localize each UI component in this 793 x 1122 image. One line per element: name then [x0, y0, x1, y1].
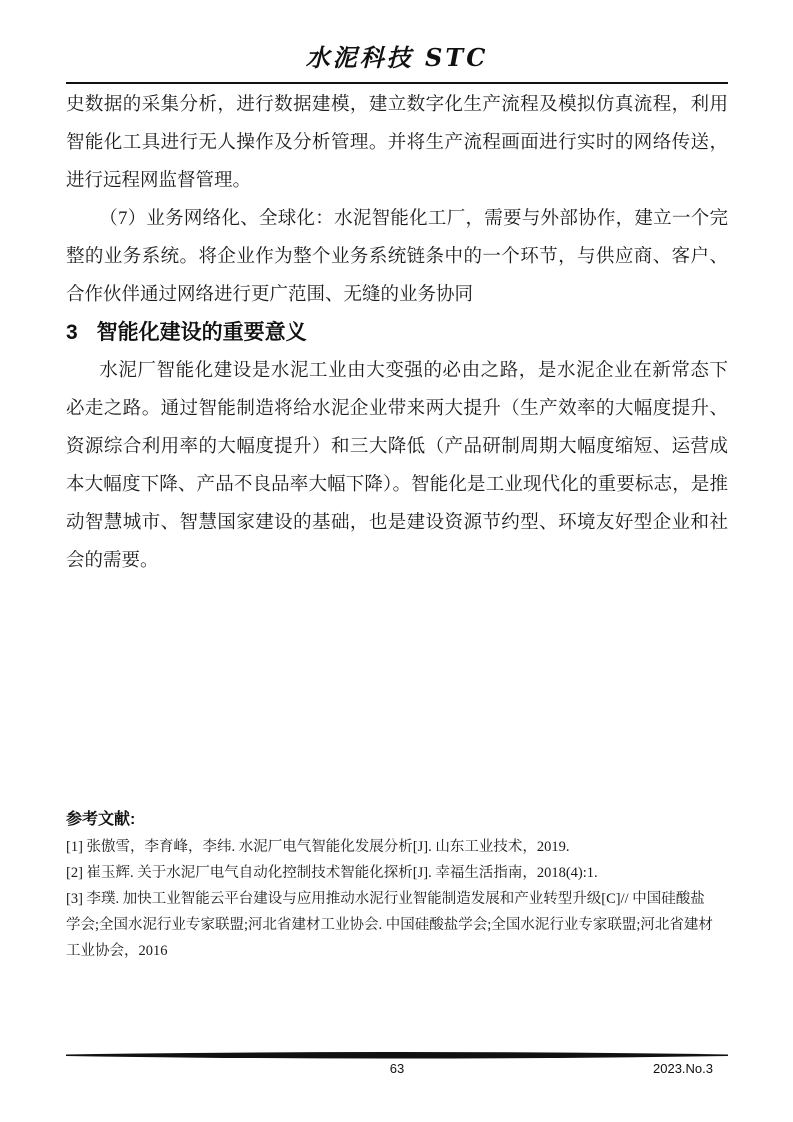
text-line: 智能化工具进行无人操作及分析管理。并将生产流程画面进行实时的网络传送， — [66, 133, 728, 153]
text-line: 动智慧城市、智慧国家建设的基础，也是建设资源节约型、环境友好型企业和社 — [66, 513, 728, 533]
page-number: 63 — [389, 1061, 405, 1076]
body-text — [66, 86, 728, 580]
paragraph-significance — [66, 352, 728, 580]
header-rule — [66, 82, 728, 84]
text-line: 史数据的采集分析，进行数据建模，建立数字化生产流程及模拟仿真流程，利用 — [66, 95, 728, 115]
text-line: （7）业务网络化、全球化：水泥智能化工厂，需要与外部协作，建立一个完 — [99, 209, 728, 229]
references-section — [66, 806, 728, 964]
reference-line: [1] 张傲雪，李育峰，李纬. 水泥厂电气智能化发展分析[J]. 山东工业技术，2019. — [66, 839, 570, 855]
text-line: 进行远程网监督管理。 — [66, 171, 252, 191]
reference-line: 工业协会，2016 — [66, 943, 168, 959]
section-title: 智能化建设的重要意义 — [96, 321, 307, 344]
text-line: 资源综合利用率的大幅度提升）和三大降低（产品研制周期大幅度缩短、运营成 — [66, 437, 728, 457]
section-number: 3 — [66, 321, 78, 344]
text-line: 会的需要。 — [66, 551, 159, 571]
paragraph-item7 — [66, 200, 728, 314]
text-line: 本大幅度下降、产品不良品率大幅下降）。智能化是工业现代化的重要标志，是推 — [66, 475, 728, 495]
text-line: 水泥厂智能化建设是水泥工业由大变强的必由之路，是水泥企业在新常态下 — [99, 361, 728, 381]
reference-line: 学会;全国水泥行业专家联盟;河北省建材工业协会. 中国硅酸盐学会;全国水泥行业专家联盟;河北省建材 — [66, 917, 713, 933]
paragraph-continuation — [66, 86, 728, 200]
references-heading: 参考文献: — [66, 811, 136, 828]
reference-line: [3] 李璞. 加快工业智能云平台建设与应用推动水泥行业智能制造发展和产业转型升级[C]// 中国硅酸盐 — [66, 891, 705, 907]
reference-line: [2] 崔玉辉. 关于水泥厂电气自动化控制技术智能化探析[J]. 幸福生活指南，2018(4):1. — [66, 865, 598, 881]
text-line: 整的业务系统。将企业作为整个业务系统链条中的一个环节，与供应商、客户、 — [66, 247, 728, 267]
section-heading — [66, 314, 728, 352]
journal-title: 水泥科技 STC — [305, 43, 489, 72]
text-line: 合作伙伴通过网络进行更广范围、无缝的业务协同 — [66, 285, 474, 305]
issue-number: 2023.No.3 — [653, 1061, 713, 1076]
text-line: 必走之路。通过智能制造将给水泥企业带来两大提升（生产效率的大幅度提升、 — [66, 399, 728, 419]
